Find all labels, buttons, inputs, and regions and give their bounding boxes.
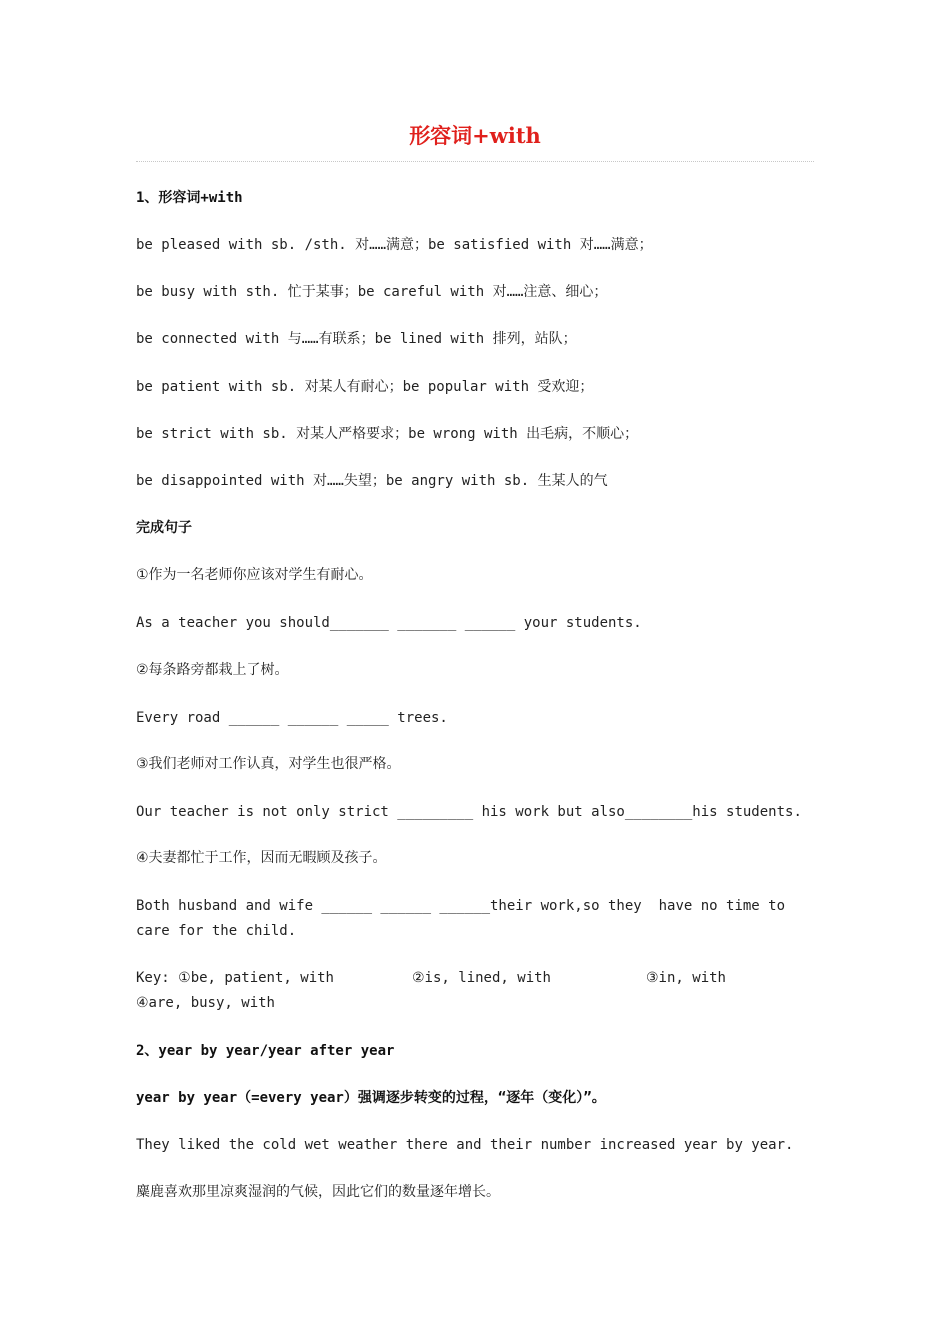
section-2-example-english: They liked the cold wet weather there and their number increased year by year. bbox=[136, 1137, 794, 1153]
phrase-line-1: be pleased with sb. /sth. 对……满意；be satisfied with 对……满意； bbox=[136, 237, 653, 253]
section-1-heading: 1、形容词+with bbox=[136, 190, 243, 206]
question-4-english-line-2: care for the child. bbox=[136, 923, 297, 939]
answer-key-2: ②is, lined, with bbox=[412, 970, 551, 986]
title-divider bbox=[136, 161, 814, 162]
question-3-english: Our teacher is not only strict _________ his work but also________his students. bbox=[136, 804, 802, 820]
answer-key-3: ③in, with bbox=[646, 970, 726, 986]
question-3-chinese: ③我们老师对工作认真，对学生也很严格。 bbox=[136, 756, 401, 772]
phrase-line-4: be patient with sb. 对某人有耐心；be popular with 受欢迎； bbox=[136, 379, 594, 395]
section-2-explanation: year by year（=every year）强调逐步转变的过程，“逐年（变化）”。 bbox=[136, 1090, 606, 1106]
phrase-line-5: be strict with sb. 对某人严格要求；be wrong with 出毛病，不顺心； bbox=[136, 426, 639, 442]
phrase-line-3: be connected with 与……有联系；be lined with 排列，站队； bbox=[136, 331, 577, 347]
exercise-heading: 完成句子 bbox=[136, 520, 192, 536]
answer-key-1: Key: ①be, patient, with bbox=[136, 970, 334, 986]
question-2-chinese: ②每条路旁都栽上了树。 bbox=[136, 662, 289, 678]
question-1-chinese: ①作为一名老师你应该对学生有耐心。 bbox=[136, 567, 373, 583]
page-title: 形容词+with bbox=[409, 123, 541, 148]
answer-key-4: ④are, busy, with bbox=[136, 995, 275, 1011]
phrase-line-2: be busy with sth. 忙于某事；be careful with 对……注意、细心； bbox=[136, 284, 608, 300]
question-4-chinese: ④夫妻都忙于工作，因而无暇顾及孩子。 bbox=[136, 850, 387, 866]
question-2-english: Every road ______ ______ _____ trees. bbox=[136, 710, 448, 726]
phrase-line-6: be disappointed with 对……失望；be angry with sb. 生某人的气 bbox=[136, 473, 608, 489]
section-2-heading: 2、year by year/year after year bbox=[136, 1043, 395, 1059]
question-1-english: As a teacher you should_______ _______ ______ your students. bbox=[136, 615, 642, 631]
question-4-english-line-1: Both husband and wife ______ ______ ______their work,so they have no time to bbox=[136, 898, 786, 914]
answer-key-row bbox=[136, 966, 816, 991]
section-2-example-chinese: 麋鹿喜欢那里凉爽湿润的气候，因此它们的数量逐年增长。 bbox=[136, 1184, 500, 1200]
